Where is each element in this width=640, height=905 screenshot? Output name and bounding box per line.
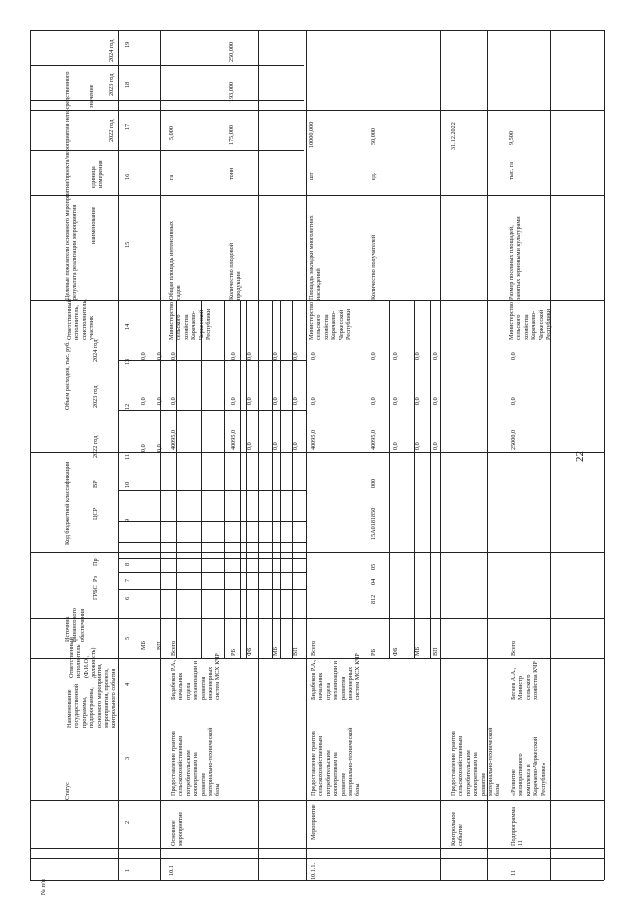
header-budget: Код бюджетной классификации [64,461,71,545]
header-vr: ВР [92,480,99,488]
value-cell: 0,0 [156,397,163,405]
source-label: РБ [230,649,237,656]
header-status: Статус [64,782,71,800]
header-v2022: 2022 год [108,119,115,142]
row-name: Предоставление грантов сельскохозяйственным потребительским кооперативам на развитие материально-технической базы [170,727,222,796]
indicator-unit: га [168,174,175,180]
value-cell: 0,0 [414,352,421,360]
table-rule [118,30,119,880]
code-grbs: 812 [370,594,377,604]
source-label: ФБ [246,647,253,656]
source-label: Всего [170,640,177,656]
col-number: 18 [124,81,131,88]
header-value: значение [88,84,95,108]
header-csr: ЦСР [92,507,99,520]
table-rule [160,30,161,880]
row-number: 11 [510,870,517,876]
row-name: «Развитие мелиоративного комплекса в Карачаево-Черкесской Республике» [510,736,547,796]
table-rule [30,65,304,66]
value-cell: 0,0 [292,352,299,360]
table-rule [118,490,306,491]
col-number: 8 [124,562,131,566]
source-label: МБ [414,646,421,656]
indicator-name: Общая площадь интенсивных садов [168,221,183,300]
table-rule [118,360,306,361]
indicator-unit: тонн [228,167,235,180]
col-number: 6 [124,596,131,600]
row-status: Основное мероприятие [170,811,185,846]
source-label: ВП [432,647,439,656]
value-cell: 0,0 [370,352,377,360]
col-number: 3 [124,756,131,760]
value-cell: 0,0 [432,397,439,405]
value-cell: 0,0 [392,442,399,450]
table-rule [224,300,225,658]
table-rule [440,30,441,880]
value-cell: 0,0 [246,442,253,450]
value-cell: 0,0 [310,397,317,405]
value-cell: 0,0 [272,442,279,450]
source-label: ВП [292,647,299,656]
code-csr: 15А0181850 [370,507,377,540]
code-rz: 04 [370,578,377,585]
value-cell: 0,0 [156,352,163,360]
page-number: 22 [574,451,586,462]
row-responsible: Бегаев А.А., Министр сельского хозяйства КЧР [510,661,540,700]
indicator-unit: ед. [370,172,377,180]
row-name: Предоставление грантов сельскохозяйственным потребительским кооперативам на развитие материально-технической базы [310,727,362,796]
indicator-value: 9,500 [508,131,515,145]
indicator-name: Количество плодовой продукции [228,242,243,300]
header-v2023: 2023 год [108,73,115,96]
value-cell: 40095,0 [370,429,377,450]
value-cell: 0,0 [432,442,439,450]
table-rule [30,552,604,553]
value-cell: 40095,0 [230,429,237,450]
source-label: МБ [272,646,279,656]
header-y2024: 2024 год [92,339,99,362]
source-label: МБ [140,640,147,650]
value-cell: 0,0 [310,352,317,360]
header-ind-name: наименование [90,206,97,244]
indicator-value: 193,000 [228,81,235,102]
col-number: 2 [124,820,131,824]
col-number: 5 [124,636,131,640]
table-rule [604,30,605,880]
table-rule [30,452,604,453]
header-name: Наименование государственной программы, подпрограммы, основного мероприятия, мероприятия, проекта, контрольного события [66,663,118,728]
value-cell: 0,0 [292,442,299,450]
code-vr: 000 [370,478,377,488]
table-rule [201,300,202,658]
col-number: 4 [124,682,131,686]
table-rule [118,542,306,543]
table-rule [550,30,551,880]
indicator-unit: тыс. га [508,162,515,180]
value-cell: 0,0 [414,442,421,450]
header-indicators: Целевые показатели основного мероприятия/проекта/мероприятия непосредственного результата реализации мероприятия [64,71,79,300]
table-rule [30,110,604,111]
source-label: РБ [370,649,377,656]
row-name: Предоставление грантов сельскохозяйственным потребительским кооперативам на развитие материально-технической базы [450,727,502,796]
table-rule [280,300,281,658]
row-executor: Министерство сельского хозяйства Карачаево- Черкесской Республики [308,301,353,340]
row-status: Мероприятие [310,804,317,840]
value-cell: 0,0 [272,352,279,360]
table-rule [306,30,307,880]
value-cell: 25000,0 [510,429,517,450]
indicator-value: 50,000 [370,127,377,145]
row-executor: Министерство сельского хозяйства Карачаево- Черкесской Республики [168,301,213,340]
code-pr: 05 [370,563,377,570]
table-rule [30,30,604,31]
header-y2023: 2023 год [92,385,99,408]
value-cell: 0,0 [510,397,517,405]
value-cell: 0,0 [170,397,177,405]
indicator-value: 175,000 [228,124,235,145]
col-number: 15 [124,241,131,248]
header-num: № п/п [40,879,47,895]
indicator-name: Размер посевных площадей, занятых зерновыми культурами [508,216,523,300]
row-executor: Министерство сельского хозяйства Карачаево- Черкесской Республики [508,301,553,340]
value-cell: 0,0 [170,352,177,360]
indicator-name: Количество получателей [370,234,377,300]
value-cell: 40095,0 [170,429,177,450]
table-rule [30,858,604,859]
col-number: 1 [124,868,131,872]
header-source: Источник финансового обеспечения [64,608,86,642]
table-rule [30,800,604,801]
header-executor: Ответственный исполнитель, соисполнитель, участник [66,299,96,340]
value-cell: 0,0 [370,397,377,405]
value-cell: 0,0 [140,397,147,405]
indicator-value: 5,000 [168,126,175,140]
table-rule [240,300,241,658]
table-rule [30,30,31,880]
indicator-unit: шт [308,172,315,180]
col-number: 16 [124,173,131,180]
source-label: Всего [510,640,517,656]
table-rule [30,300,604,301]
row-responsible: Бидабеков Р.А., начальник отдела механизации и развития инженерных систем МСХ КЧР [170,653,222,700]
table-rule [30,618,604,619]
col-number: 17 [124,123,131,130]
value-cell: 40095,0 [310,429,317,450]
table-rule [118,410,306,411]
source-label: Всего [310,640,317,656]
source-label: ФБ [392,647,399,656]
table-rule [30,880,604,881]
header-expenses: Объем расходов, тыс. руб. [64,341,71,410]
value-cell: 0,0 [392,397,399,405]
value-cell: 0,0 [414,397,421,405]
table-rule [118,572,306,573]
table-rule [118,518,306,522]
col-number: 19 [124,41,131,48]
table-rule [118,589,306,590]
table-rule [258,30,259,880]
header-rz: Рз [92,576,99,582]
table-rule [389,300,390,658]
header-responsible: Ответственный исполнитель (Ф.И.О., должность) [68,637,98,678]
value-cell: 0,0 [140,352,147,360]
col-number: 9 [124,518,131,522]
row-status: Контрольное событие [450,811,465,846]
value-cell: 0,0 [510,352,517,360]
col-number: 14 [124,323,131,330]
row-status: Подпрограмма 11 [510,807,525,846]
value-cell: 0,0 [156,444,163,452]
header-pr: Пр [92,558,99,566]
value-cell: 0,0 [230,352,237,360]
value-cell: 0,0 [230,397,237,405]
header-v2024: 2024 год [108,39,115,62]
source-label: ВП [156,641,163,650]
col-number: 7 [124,578,131,582]
row-number: 10.1.1. [310,862,317,880]
header-y2022: 2022 год [92,435,99,458]
row-number: 10.1 [168,865,175,876]
indicator-value: 250,000 [228,41,235,62]
indicator-value: 10000,000 [308,121,315,148]
col-number: 12 [124,403,131,410]
header-unit: единица измерения [90,160,105,188]
value-cell: 0,0 [272,397,279,405]
value-cell: 0,0 [392,352,399,360]
table-rule [118,558,306,559]
table-rule [430,300,431,658]
value-cell: 0,0 [246,352,253,360]
row-responsible: Бидабеков Р.А., начальник отдела механизации и развития инженерных систем МСХ КЧР [310,653,362,700]
value-cell: 0,0 [140,444,147,452]
indicator-name: Площадь закладки многолетних насаждений [308,215,323,300]
table-rule [30,195,604,196]
table-rule [30,848,604,849]
col-number: 13 [124,358,131,365]
value-cell: 0,0 [292,397,299,405]
col-number: 10 [124,481,131,488]
col-number: 11 [124,454,131,460]
value-cell: 0,0 [246,397,253,405]
event-date: 31.12.2022 [450,122,457,150]
header-grbs: ГРБС [92,585,99,600]
value-cell: 0,0 [432,352,439,360]
